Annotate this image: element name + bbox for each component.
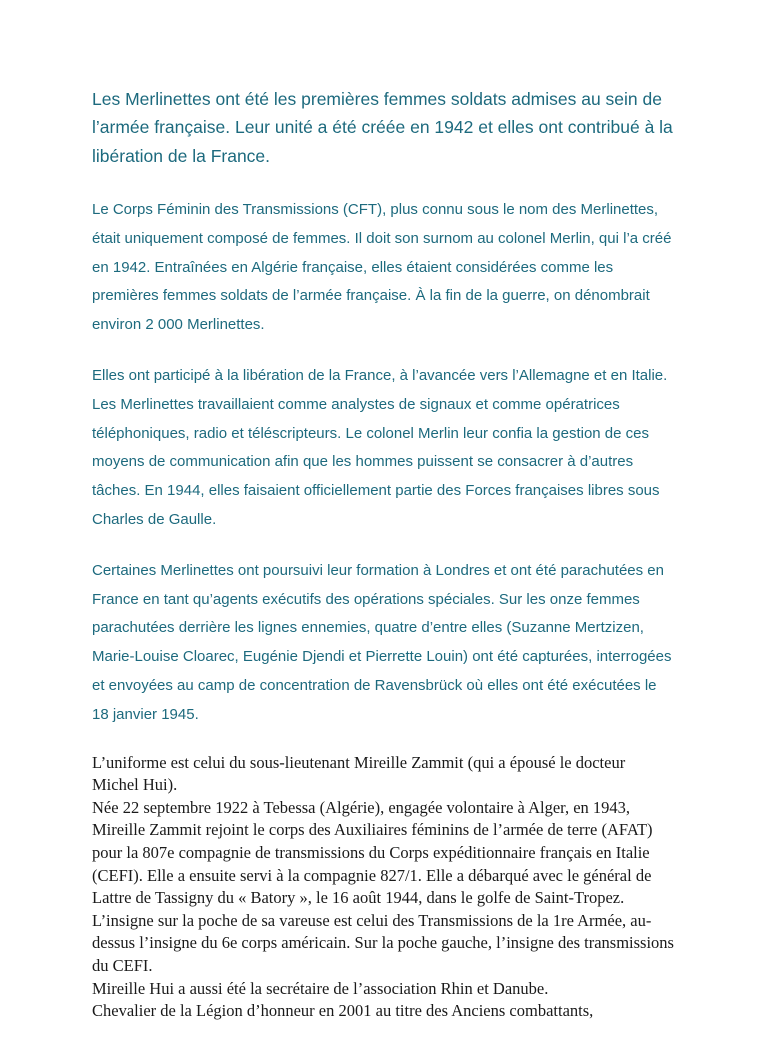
serif-paragraph-secretaire: Mireille Hui a aussi été la secrétaire de l’association Rhin et Danube. — [92, 978, 549, 998]
serif-paragraph-chevalier: Chevalier de la Légion d’honneur en 2001 au titre des Anciens combattants, — [92, 1001, 594, 1021]
serif-paragraph-uniforme: L’uniforme est celui du sous-lieutenant Mireille Zammit (qui a épousé le docteur Michel Hui). — [92, 752, 626, 795]
serif-paragraph-biographie: Née 22 septembre 1922 à Tebessa (Algérie), engagée volontaire à Alger, en 1943, Mireille Zammit rejoint le corps des Auxiliaires féminins de l’armée de terre (AFAT) pour la 807e compagnie de transmissions du Corps expéditionnaire français en Italie (CEFI). Elle a ensuite servi à la compagnie 827/1. Elle a débarqué avec le général de Lattre de Tassigny du « Batory », le 16 août 1944, dans le golfe de Saint-Tropez. L’insigne sur la poche de sa vareuse est celui des Transmissions de la 1re Armée, au-dessus l’insigne du 6e corps américain. Sur la poche gauche, l’insigne des transmissions du CEFI. — [92, 797, 674, 975]
uniform-caption-block — [92, 752, 676, 1023]
body-paragraph-parachutees: Certaines Merlinettes ont poursuivi leur formation à Londres et ont été parachutées en France en tant qu’agents exécutifs des opérations spéciales. Sur les onze femmes parachutées derrière les lignes ennemies, quatre d’entre elles (Suzanne Mertzizen, Marie-Louise Cloarec, Eugénie Djendi et Pierrette Louin) ont été capturées, interrogées et envoyées au camp de concentration de Ravensbrück où elles ont été exécutées le 18 janvier 1945. — [92, 561, 672, 723]
body-paragraph-liberation: Elles ont participé à la libération de la France, à l’avancée vers l’Allemagne et en Italie. Les Merlinettes travaillaient comme analystes de signaux et comme opératrices téléphoniques, radio et téléscripteurs. Le colonel Merlin leur confia la gestion de ces moyens de communication afin que les hommes puissent se consacrer à d’autres tâches. En 1944, elles faisaient officiellement partie des Forces françaises libres sous Charles de Gaulle. — [92, 367, 668, 528]
body-paragraph-cft: Le Corps Féminin des Transmissions (CFT), plus connu sous le nom des Merlinettes, était uniquement composé de femmes. Il doit son surnom au colonel Merlin, qui l’a créé en 1942. Entraînées en Algérie française, elles étaient considérées comme les premières femmes soldats de l’armée française. À la fin de la guerre, on dénombrait environ 2 000 Merlinettes. — [92, 201, 672, 334]
lead-paragraph: Les Merlinettes ont été les premières femmes soldats admises au sein de l’armée française. Leur unité a été créée en 1942 et elles ont contribué à la libération de la France. — [92, 89, 673, 166]
